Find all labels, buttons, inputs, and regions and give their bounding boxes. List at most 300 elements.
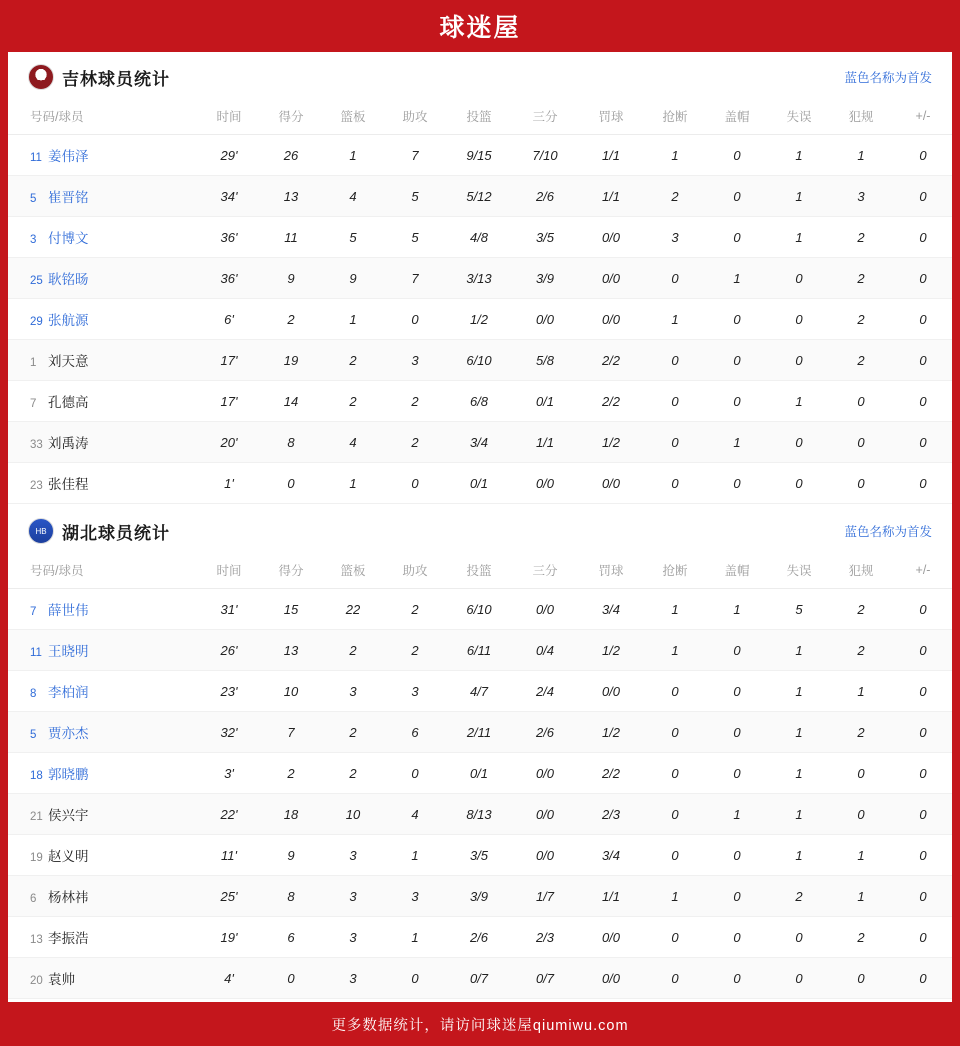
stat-stl: 0 [644,381,706,422]
player-name: 李柏润 [48,685,89,700]
stat-ast: 4 [384,794,446,835]
stat-ast: 3 [384,876,446,917]
player-cell[interactable] [8,135,198,176]
stat-stl: 1 [644,876,706,917]
stat-pts: 18 [260,794,322,835]
stat-stl: 0 [644,463,706,504]
site-header [0,0,960,52]
stat-ast: 2 [384,589,446,630]
stat-fg: 3/4 [446,422,512,463]
stat-ft: 1/2 [578,422,644,463]
stat-reb: 3 [322,876,384,917]
player-cell[interactable] [8,876,198,917]
stat-pm: 0 [892,463,952,504]
stat-ft: 0/0 [578,917,644,958]
col-header-6: 三分 [512,98,578,135]
stat-min: 17' [198,381,260,422]
player-number: 21 [30,811,43,823]
player-cell[interactable] [8,589,198,630]
stat-min: 25' [198,876,260,917]
stat-min: 36' [198,217,260,258]
col-header-8: 抢断 [644,98,706,135]
player-number: 23 [30,480,43,492]
stat-ft: 0/0 [578,299,644,340]
col-header-11: 犯规 [830,552,892,589]
player-name: 张佳程 [48,477,89,492]
col-header-4: 助攻 [384,98,446,135]
stat-pts: 10 [260,671,322,712]
stat-fg: 8/13 [446,794,512,835]
stat-reb: 2 [322,630,384,671]
stat-blk: 0 [706,340,768,381]
stat-pf: 2 [830,712,892,753]
table-row[interactable] [8,835,952,876]
stat-pf: 0 [830,958,892,999]
player-name: 袁帅 [48,972,75,987]
stat-stl: 0 [644,340,706,381]
player-number: 5 [30,729,37,741]
starter-legend-1: 蓝色名称为首发 [844,525,932,539]
col-header-3: 篮板 [322,98,384,135]
stat-pts: 2 [260,753,322,794]
table-row[interactable] [8,917,952,958]
col-header-1: 时间 [198,552,260,589]
player-number: 18 [30,770,43,782]
stat-tp: 0/0 [512,753,578,794]
table-row[interactable] [8,630,952,671]
player-cell[interactable] [8,917,198,958]
stat-tov: 0 [768,463,830,504]
stat-pts: 9 [260,258,322,299]
stat-tov: 0 [768,299,830,340]
stat-pts: 14 [260,381,322,422]
stat-fg: 3/5 [446,835,512,876]
stat-stl: 0 [644,835,706,876]
player-number: 11 [30,152,42,164]
stat-ast: 2 [384,630,446,671]
table-row[interactable] [8,958,952,999]
stat-fg: 2/6 [446,917,512,958]
table-row[interactable] [8,340,952,381]
stat-pf: 1 [830,135,892,176]
col-header-3: 篮板 [322,552,384,589]
table-header-row [8,552,952,589]
stat-ast: 1 [384,835,446,876]
player-name: 薛世伟 [48,603,89,618]
stat-pf: 2 [830,630,892,671]
player-cell[interactable] [8,753,198,794]
table-row[interactable] [8,794,952,835]
stat-pts: 19 [260,340,322,381]
col-header-8: 抢断 [644,552,706,589]
stat-stl: 0 [644,794,706,835]
stat-pts: 9 [260,835,322,876]
table-row[interactable] [8,589,952,630]
stat-pm: 0 [892,835,952,876]
stat-ast: 0 [384,753,446,794]
stat-pm: 0 [892,217,952,258]
stat-tov: 1 [768,794,830,835]
stat-blk: 0 [706,753,768,794]
col-header-0: 号码/球员 [8,98,198,135]
stat-fg: 2/11 [446,712,512,753]
table-row[interactable] [8,135,952,176]
stat-fg: 6/10 [446,340,512,381]
stat-reb: 5 [322,217,384,258]
col-header-12: +/- [892,552,952,589]
stat-fg: 0/1 [446,753,512,794]
stat-tov: 1 [768,712,830,753]
stat-min: 32' [198,712,260,753]
stat-pts: 6 [260,917,322,958]
player-name: 贾亦杰 [48,726,89,741]
stat-tov: 1 [768,630,830,671]
stat-pf: 1 [830,876,892,917]
stat-pm: 0 [892,340,952,381]
site-logo: 球迷屋 [439,14,521,42]
stat-reb: 10 [322,794,384,835]
player-name: 付博文 [48,231,89,246]
stat-min: 23' [198,671,260,712]
col-header-4: 助攻 [384,552,446,589]
stat-pf: 2 [830,589,892,630]
stat-pm: 0 [892,712,952,753]
col-header-10: 失误 [768,98,830,135]
stat-reb: 2 [322,381,384,422]
footer-text: 更多数据统计，请访问球迷屋qiumiwu.com [331,1017,629,1034]
stat-tp: 3/9 [512,258,578,299]
stat-tp: 0/1 [512,381,578,422]
table-row[interactable] [8,671,952,712]
stat-blk: 0 [706,671,768,712]
stat-ast: 7 [384,135,446,176]
player-name: 王晓明 [48,644,89,659]
stat-ft: 2/3 [578,794,644,835]
stat-ft: 2/2 [578,381,644,422]
player-cell[interactable] [8,299,198,340]
stat-tp: 2/6 [512,712,578,753]
stat-pm: 0 [892,794,952,835]
col-header-6: 三分 [512,552,578,589]
stat-pm: 0 [892,671,952,712]
stat-reb: 1 [322,463,384,504]
stat-tov: 0 [768,422,830,463]
player-name: 赵义明 [48,849,89,864]
jilin-team-logo: JL [28,64,54,90]
stat-blk: 0 [706,835,768,876]
stat-pm: 0 [892,258,952,299]
table-row[interactable] [8,712,952,753]
stat-pf: 3 [830,176,892,217]
player-name: 崔晋铭 [48,190,89,205]
stat-tov: 1 [768,217,830,258]
table-row[interactable] [8,422,952,463]
stat-pf: 2 [830,917,892,958]
site-footer [0,1002,960,1046]
stat-pf: 2 [830,217,892,258]
stat-pm: 0 [892,589,952,630]
player-number: 13 [30,934,43,946]
stat-pf: 1 [830,671,892,712]
stat-blk: 1 [706,589,768,630]
hubei-team-logo: HB [28,518,54,544]
stat-reb: 22 [322,589,384,630]
col-header-1: 时间 [198,98,260,135]
player-cell[interactable] [8,712,198,753]
stat-fg: 3/9 [446,876,512,917]
stat-pm: 0 [892,753,952,794]
stat-tp: 1/7 [512,876,578,917]
player-cell[interactable] [8,176,198,217]
stat-fg: 4/7 [446,671,512,712]
stat-ft: 1/2 [578,630,644,671]
team-header-0 [8,52,952,98]
table-row[interactable] [8,463,952,504]
stat-pf: 0 [830,381,892,422]
col-header-2: 得分 [260,98,322,135]
stat-min: 36' [198,258,260,299]
stat-ft: 0/0 [578,463,644,504]
stat-pts: 26 [260,135,322,176]
player-cell[interactable] [8,217,198,258]
starter-legend-0: 蓝色名称为首发 [844,71,932,85]
player-name: 孔德高 [48,395,89,410]
table-row[interactable] [8,753,952,794]
stat-pm: 0 [892,630,952,671]
stats-sheet [8,52,952,1002]
stat-pf: 2 [830,258,892,299]
stat-stl: 0 [644,958,706,999]
stat-fg: 6/8 [446,381,512,422]
stat-tov: 0 [768,258,830,299]
stat-ast: 5 [384,217,446,258]
player-number: 29 [30,316,43,328]
player-cell[interactable] [8,422,198,463]
col-header-11: 犯规 [830,98,892,135]
stat-stl: 1 [644,135,706,176]
stat-stl: 0 [644,422,706,463]
stat-ast: 0 [384,958,446,999]
col-header-7: 罚球 [578,552,644,589]
player-name: 杨林祎 [48,890,89,905]
stat-ft: 1/1 [578,176,644,217]
stat-stl: 0 [644,671,706,712]
player-number: 3 [30,234,37,246]
stat-reb: 3 [322,835,384,876]
stat-blk: 0 [706,630,768,671]
stat-ft: 0/0 [578,958,644,999]
player-cell[interactable] [8,463,198,504]
stat-blk: 0 [706,876,768,917]
stat-tp: 3/5 [512,217,578,258]
stat-min: 31' [198,589,260,630]
stat-fg: 5/12 [446,176,512,217]
stat-pts: 13 [260,630,322,671]
stat-min: 1' [198,463,260,504]
stat-tov: 0 [768,340,830,381]
stat-ast: 2 [384,422,446,463]
stat-pf: 0 [830,794,892,835]
player-name: 李振浩 [48,931,89,946]
player-cell[interactable] [8,630,198,671]
player-number: 5 [30,193,37,205]
player-cell[interactable] [8,671,198,712]
stat-min: 3' [198,753,260,794]
stat-fg: 3/13 [446,258,512,299]
player-name: 郭晓鹏 [48,767,89,782]
stat-pf: 1 [830,835,892,876]
stat-pm: 0 [892,917,952,958]
player-name: 张航源 [48,313,89,328]
stat-pts: 0 [260,463,322,504]
stat-ft: 0/0 [578,258,644,299]
stat-tp: 0/0 [512,589,578,630]
stat-ast: 3 [384,671,446,712]
player-cell[interactable] [8,958,198,999]
player-number: 25 [30,275,43,287]
stat-pts: 8 [260,422,322,463]
stat-ft: 3/4 [578,835,644,876]
stat-min: 17' [198,340,260,381]
stat-pts: 13 [260,176,322,217]
col-header-5: 投篮 [446,552,512,589]
player-name: 刘禹涛 [48,436,89,451]
stat-min: 11' [198,835,260,876]
stat-tov: 0 [768,958,830,999]
table-row[interactable] [8,258,952,299]
stat-tov: 5 [768,589,830,630]
stat-tov: 0 [768,917,830,958]
stat-stl: 0 [644,753,706,794]
stat-reb: 4 [322,422,384,463]
stat-pm: 0 [892,176,952,217]
col-header-2: 得分 [260,552,322,589]
player-number: 1 [30,357,37,369]
col-header-10: 失误 [768,552,830,589]
stat-pts: 7 [260,712,322,753]
stat-blk: 0 [706,712,768,753]
stat-fg: 0/1 [446,463,512,504]
stat-pf: 0 [830,422,892,463]
stat-reb: 2 [322,340,384,381]
stat-stl: 0 [644,258,706,299]
stat-pm: 0 [892,299,952,340]
col-header-5: 投篮 [446,98,512,135]
team-header-1 [8,506,952,552]
col-header-9: 盖帽 [706,98,768,135]
stat-ast: 2 [384,381,446,422]
stat-fg: 9/15 [446,135,512,176]
stat-ft: 0/0 [578,671,644,712]
stat-blk: 0 [706,463,768,504]
table-row[interactable] [8,381,952,422]
stat-fg: 6/11 [446,630,512,671]
stat-min: 26' [198,630,260,671]
stat-blk: 1 [706,422,768,463]
stat-tp: 2/3 [512,917,578,958]
stat-tp: 7/10 [512,135,578,176]
stat-reb: 4 [322,176,384,217]
stat-tov: 1 [768,135,830,176]
player-cell[interactable] [8,381,198,422]
stat-tp: 1/1 [512,422,578,463]
stat-blk: 0 [706,217,768,258]
team-stats-table-0 [8,98,952,504]
player-cell[interactable] [8,340,198,381]
player-cell[interactable] [8,835,198,876]
table-row[interactable] [8,876,952,917]
stat-ft: 2/2 [578,753,644,794]
stat-pts: 2 [260,299,322,340]
stat-fg: 4/8 [446,217,512,258]
stat-tov: 1 [768,381,830,422]
player-name: 侯兴宇 [48,808,89,823]
stat-tp: 2/6 [512,176,578,217]
table-header-row [8,98,952,135]
stat-pm: 0 [892,876,952,917]
stat-tov: 1 [768,176,830,217]
col-header-12: +/- [892,98,952,135]
table-row[interactable] [8,217,952,258]
stat-blk: 1 [706,258,768,299]
stat-min: 20' [198,422,260,463]
stat-ft: 1/1 [578,135,644,176]
stat-tp: 0/7 [512,958,578,999]
team-stats-table-1 [8,552,952,999]
stat-reb: 3 [322,671,384,712]
player-name: 刘天意 [48,354,89,369]
stat-stl: 1 [644,589,706,630]
stat-ast: 1 [384,917,446,958]
stat-tp: 0/0 [512,299,578,340]
stat-min: 19' [198,917,260,958]
stat-tp: 0/0 [512,463,578,504]
stat-pts: 15 [260,589,322,630]
stat-min: 6' [198,299,260,340]
stat-pm: 0 [892,958,952,999]
player-cell[interactable] [8,258,198,299]
stat-pts: 8 [260,876,322,917]
stat-reb: 3 [322,958,384,999]
stat-ft: 3/4 [578,589,644,630]
player-name: 姜伟泽 [48,149,89,164]
stat-blk: 0 [706,176,768,217]
stat-blk: 0 [706,958,768,999]
stat-ft: 1/1 [578,876,644,917]
team-title-0: 吉林球员统计 [62,69,170,89]
stat-ast: 3 [384,340,446,381]
stat-min: 29' [198,135,260,176]
table-row[interactable] [8,299,952,340]
stat-tov: 1 [768,753,830,794]
team-block-0 [8,52,952,506]
table-row[interactable] [8,176,952,217]
player-number: 20 [30,975,43,987]
player-name: 耿铭旸 [48,272,89,287]
stat-stl: 2 [644,176,706,217]
stat-ast: 6 [384,712,446,753]
stat-reb: 1 [322,135,384,176]
stat-reb: 2 [322,753,384,794]
stat-ast: 5 [384,176,446,217]
player-number: 6 [30,893,37,905]
col-header-7: 罚球 [578,98,644,135]
stat-tp: 2/4 [512,671,578,712]
player-number: 11 [30,647,42,659]
stat-fg: 0/7 [446,958,512,999]
player-cell[interactable] [8,794,198,835]
stat-pf: 2 [830,340,892,381]
